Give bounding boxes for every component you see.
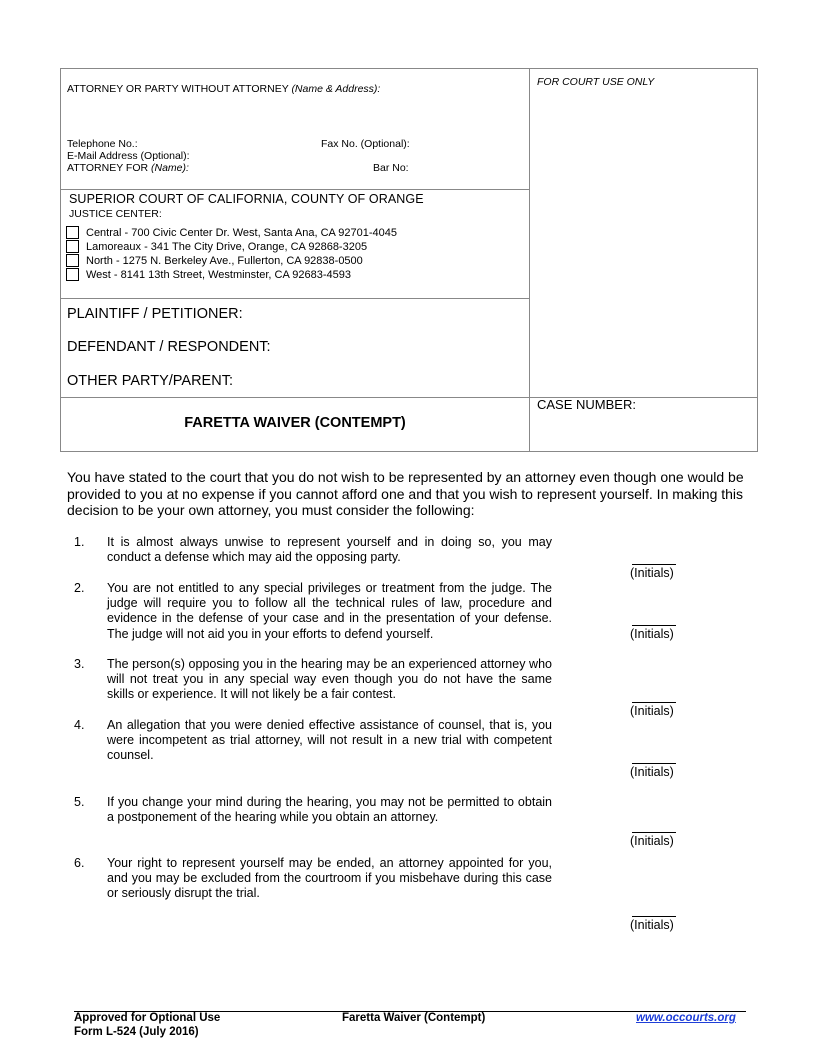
item-number: 6. [74, 856, 85, 870]
email-label: E-Mail Address (Optional): [67, 150, 190, 162]
fax-label: Fax No. (Optional): [321, 138, 410, 150]
caption-border-top [60, 68, 758, 69]
item-number: 5. [74, 795, 85, 809]
initials-label: (Initials) [630, 834, 674, 848]
checkbox-west[interactable] [66, 268, 79, 281]
item-text: If you change your mind during the hearing, you may not be permitted to obtain a postponement of the hearing while you obtain an attorney. [107, 795, 552, 825]
court-title: SUPERIOR COURT OF CALIFORNIA, COUNTY OF ORANGE [69, 192, 424, 206]
initials-label: (Initials) [630, 704, 674, 718]
footer-approved: Approved for Optional Use [74, 1012, 221, 1024]
checkbox-central[interactable] [66, 226, 79, 239]
initials-line[interactable] [632, 625, 676, 626]
item-text: It is almost always unwise to represent yourself and in doing so, you may conduct a defense which may aid the opposing party. [107, 535, 552, 565]
caption-divider-title [60, 397, 758, 398]
center-lamoreaux: Lamoreaux - 341 The City Drive, Orange, CA 92868-3205 [86, 241, 368, 253]
court-use-label: FOR COURT USE ONLY [537, 76, 655, 88]
initials-label: (Initials) [630, 627, 674, 641]
item-number: 1. [74, 535, 85, 549]
bar-number-label: Bar No: [373, 162, 409, 174]
defendant-label: DEFENDANT / RESPONDENT: [67, 339, 271, 355]
caption-border-bottom [60, 451, 758, 452]
plaintiff-label: PLAINTIFF / PETITIONER: [67, 306, 243, 322]
item-number: 2. [74, 581, 85, 595]
attorney-for-label: ATTORNEY FOR (Name): [67, 162, 189, 174]
item-text: You are not entitled to any special privileges or treatment from the judge. The judge will require you to follow all the technical rules of law, procedure and evidence in the defense of your case and in the presentation of your defense. The judge will not aid you in your efforts to defend yourself. [107, 581, 552, 641]
caption-divider-vertical [529, 68, 530, 452]
item-text: An allegation that you were denied effective assistance of counsel, that is, you were incompetent as trial attorney, will not result in a new trial with competent counsel. [107, 718, 552, 763]
checkbox-lamoreaux[interactable] [66, 240, 79, 253]
footer-website-link[interactable]: www.occourts.org [636, 1012, 736, 1024]
intro-paragraph: You have stated to the court that you do not wish to be represented by an attorney even though one would be provided to you at no expense if you cannot afford one and that you wish to represent yourself. In making this decision to be your own attorney, you must consider the following: [67, 469, 744, 519]
initials-line[interactable] [632, 702, 676, 703]
item-text: Your right to represent yourself may be ended, an attorney appointed for you, and you may be excluded from the courtroom if you misbehave during this case or seriously disrupt the trial. [107, 856, 552, 901]
initials-label: (Initials) [630, 918, 674, 932]
caption-border-left [60, 68, 61, 452]
caption-border-right [757, 68, 758, 452]
initials-line[interactable] [632, 916, 676, 917]
caption-divider-court [60, 189, 530, 190]
center-north: North - 1275 N. Berkeley Ave., Fullerton, CA 92838-0500 [86, 255, 363, 267]
initials-line[interactable] [632, 564, 676, 565]
footer-form-number: Form L-524 (July 2016) [74, 1026, 199, 1038]
checkbox-north[interactable] [66, 254, 79, 267]
caption-divider-parties [60, 298, 530, 299]
other-party-label: OTHER PARTY/PARENT: [67, 373, 233, 389]
form-title: FARETTA WAIVER (CONTEMPT) [184, 415, 406, 431]
item-text: The person(s) opposing you in the hearing may be an experienced attorney who will not treat you in any special way even though you do not have the same skills or experience. It will not likely be a fair contest. [107, 657, 552, 702]
item-number: 4. [74, 718, 85, 732]
initials-label: (Initials) [630, 566, 674, 580]
telephone-label: Telephone No.: [67, 138, 138, 150]
footer-title: Faretta Waiver (Contempt) [342, 1012, 486, 1024]
initials-line[interactable] [632, 763, 676, 764]
justice-center-label: JUSTICE CENTER: [69, 208, 162, 220]
center-west: West - 8141 13th Street, Westminster, CA 92683-4593 [86, 269, 351, 281]
attorney-label: ATTORNEY OR PARTY WITHOUT ATTORNEY (Name & Address): [67, 83, 381, 95]
initials-label: (Initials) [630, 765, 674, 779]
item-number: 3. [74, 657, 85, 671]
case-number-label: CASE NUMBER: [537, 397, 636, 412]
center-central: Central - 700 Civic Center Dr. West, Santa Ana, CA 92701-4045 [86, 227, 398, 239]
initials-line[interactable] [632, 832, 676, 833]
